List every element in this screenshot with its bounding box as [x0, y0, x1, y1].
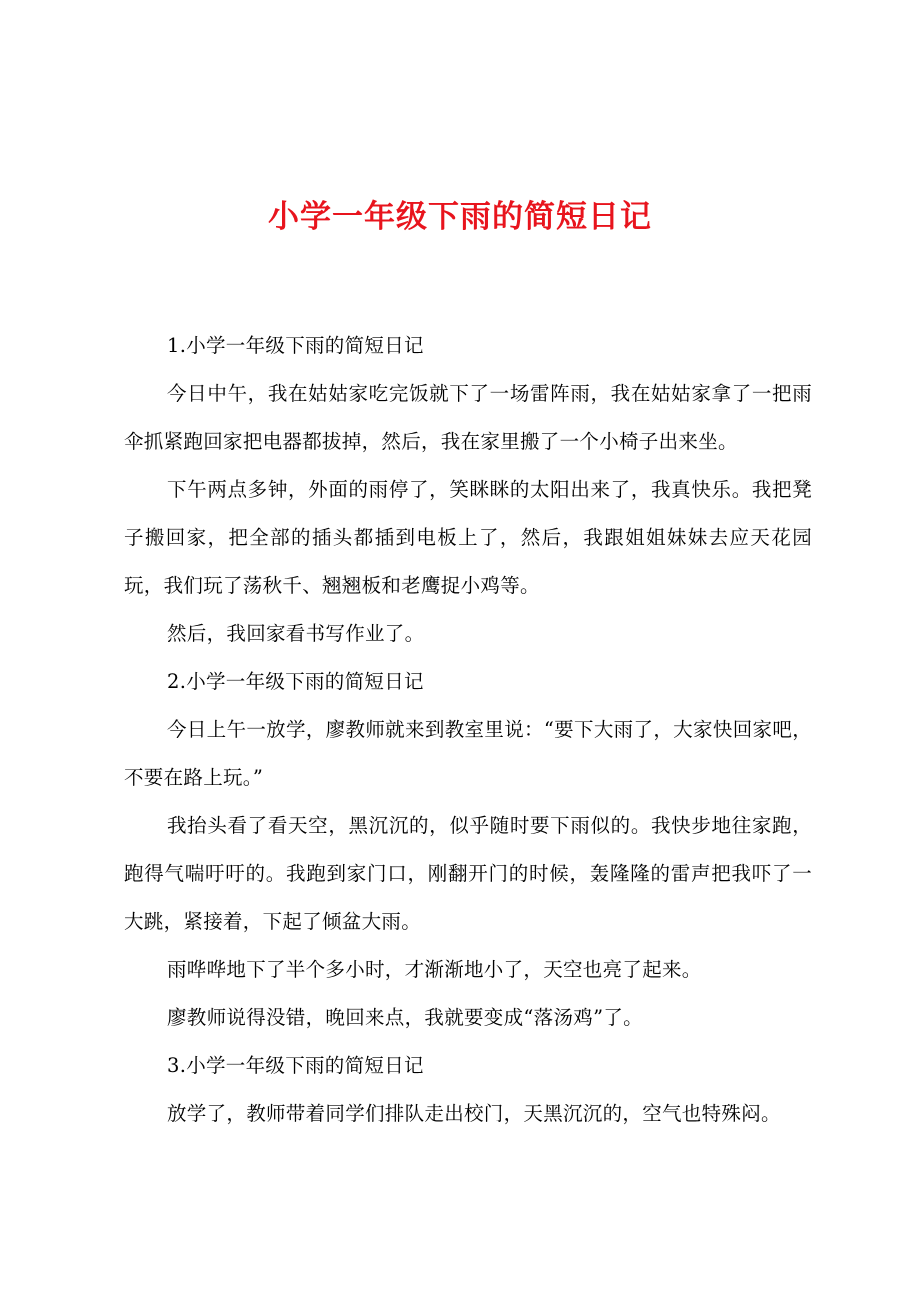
paragraph: 今日中午，我在姑姑家吃完饭就下了一场雷阵雨，我在姑姑家拿了一把雨伞抓紧跑回家把电器都拔掉，然后，我在家里搬了一个小椅子出来坐。	[124, 382, 812, 453]
paragraph: 然后，我回家看书写作业了。	[167, 622, 425, 645]
paragraph: 下午两点多钟，外面的雨停了，笑眯眯的太阳出来了，我真快乐。我把凳子搬回家，把全部的插头都插到电板上了，然后，我跟姐姐妹妹去应天花园玩，我们玩了荡秋千、翘翘板和老鹰捉小鸡等。	[124, 478, 812, 597]
paragraph: 放学了，教师带着同学们排队走出校门，天黑沉沉的，空气也特殊闷。	[167, 1102, 781, 1125]
section-heading-1: 1.小学一年级下雨的简短日记	[167, 334, 424, 357]
paragraph: 廖教师说得没错，晚回来点，我就要变成“落汤鸡”了。	[167, 1006, 643, 1029]
paragraph: 雨哗哗地下了半个多小时，才渐渐地小了，天空也亮了起来。	[167, 958, 702, 981]
paragraph: 我抬头看了看天空，黑沉沉的，似乎随时要下雨似的。我快步地往家跑，跑得气喘吁吁的。我跑到家门口，刚翻开门的时候，轰隆隆的雷声把我吓了一大跳，紧接着，下起了倾盆大雨。	[124, 814, 812, 933]
section-heading-2: 2.小学一年级下雨的简短日记	[167, 670, 424, 693]
section-heading-3: 3.小学一年级下雨的简短日记	[167, 1054, 424, 1077]
document-body	[124, 322, 812, 1138]
paragraph: 今日上午一放学，廖教师就来到教室里说：“要下大雨了，大家快回家吧，不要在路上玩。”	[124, 718, 812, 789]
document-title: 小学一年级下雨的简短日记	[268, 199, 652, 235]
